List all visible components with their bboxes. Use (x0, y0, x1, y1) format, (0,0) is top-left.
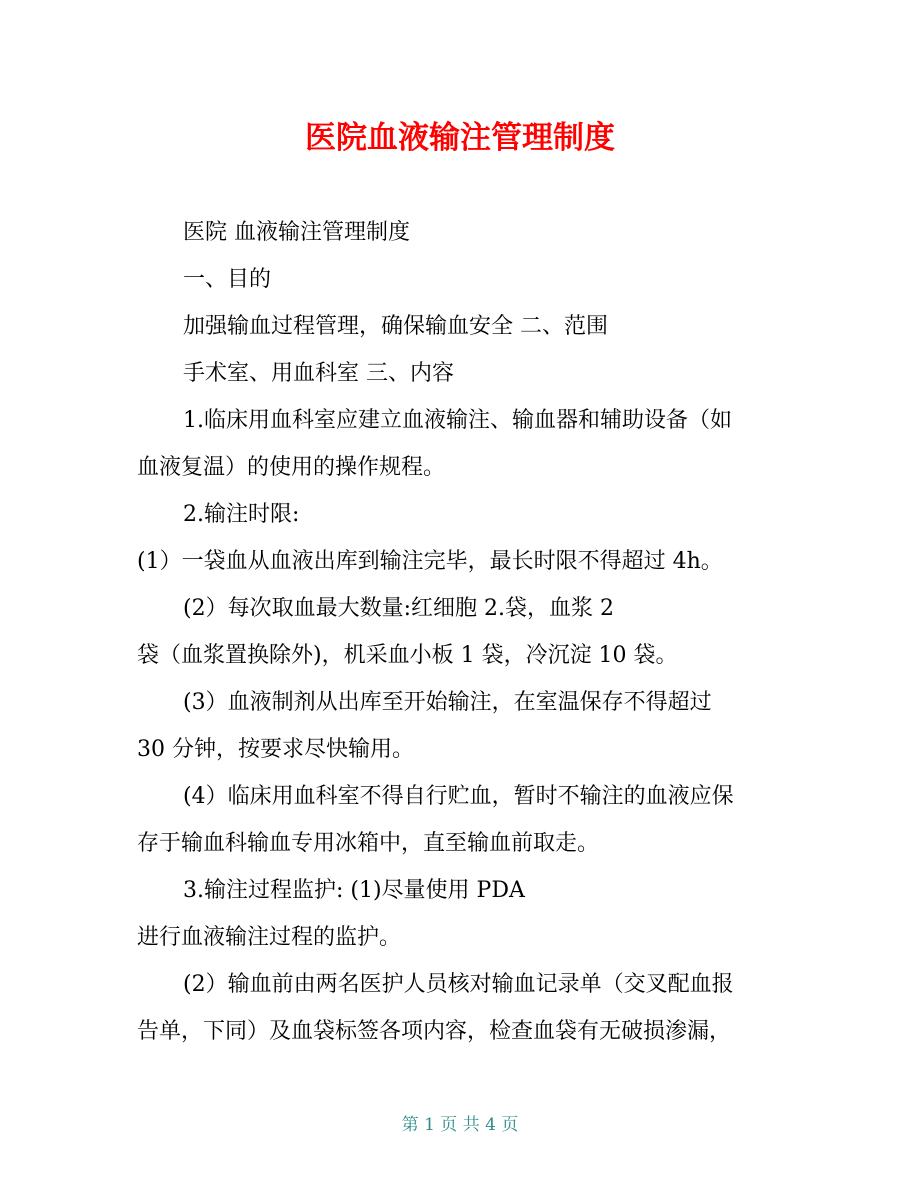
document-title: 医院血液输注管理制度 (305, 120, 615, 156)
body-line: 加强输血过程管理，确保输血安全 二、范围 (183, 314, 608, 339)
body-line: 3.输注过程监护: (1)尽量使用 PDA (183, 878, 525, 903)
page-footer: 第 1 页 共 4 页 (401, 1115, 519, 1135)
body-line: 血液复温）的使用的操作规程。 (137, 455, 446, 480)
body-line: (4）临床用血科室不得自行贮血，暂时不输注的血液应保 (183, 784, 734, 809)
body-line: (2）每次取血最大数量:红细胞 2.袋，血浆 2 (183, 596, 614, 621)
body-line: (1）一袋血从血液出库到输注完毕，最长时限不得超过 4h。 (137, 549, 723, 574)
body-line: 存于输血科输血专用冰箱中，直至输血前取走。 (137, 831, 600, 856)
body-line: 告单，下同）及血袋标签各项内容，检查血袋有无破损渗漏， (137, 1019, 732, 1044)
body-line: 1.临床用血科室应建立血液输注、输血器和辅助设备（如 (183, 408, 732, 433)
body-line: (3）血液制剂从出库至开始输注，在室温保存不得超过 (183, 690, 712, 715)
body-line: 2.输注时限: (183, 502, 300, 527)
body-line: (2）输血前由两名医护人员核对输血记录单（交叉配血报 (183, 972, 734, 997)
body-line: 手术室、用血科室 三、内容 (183, 361, 454, 386)
body-line: 进行血液输注过程的监护。 (137, 925, 402, 950)
body-line: 袋（血浆置换除外)，机采血小板 1 袋，冷沉淀 10 袋。 (137, 643, 678, 668)
body-line: 医院 血液输注管理制度 (183, 220, 410, 245)
body-line: 30 分钟，按要求尽快输用。 (137, 737, 414, 762)
body-line: 一、目的 (183, 267, 272, 292)
